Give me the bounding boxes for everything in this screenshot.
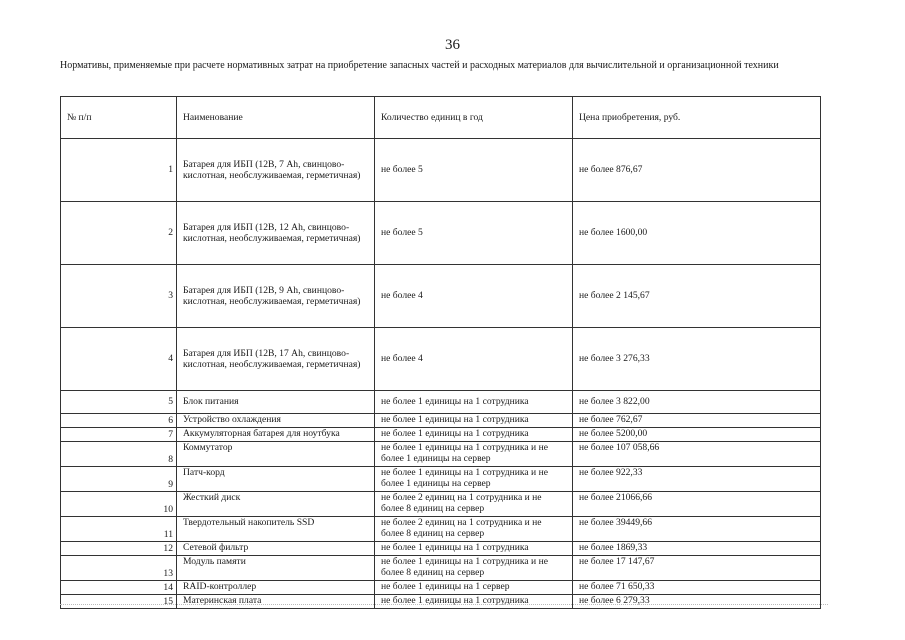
row-quantity: не более 5 bbox=[375, 139, 573, 202]
row-name: RAID-контроллер bbox=[177, 581, 375, 595]
table-row bbox=[61, 428, 821, 442]
table-row bbox=[61, 556, 821, 581]
row-name: Аккумуляторная батарея для ноутбука bbox=[177, 428, 375, 442]
row-number: 12 bbox=[61, 542, 177, 556]
table-row bbox=[61, 542, 821, 556]
page-bottom-rule bbox=[60, 604, 828, 605]
row-price: не более 2 145,67 bbox=[573, 265, 821, 328]
row-quantity: не более 1 единицы на 1 сотрудника и не более 8 единиц на сервер bbox=[375, 556, 573, 581]
row-number: 2 bbox=[61, 202, 177, 265]
row-number: 5 bbox=[61, 391, 177, 414]
row-price: не более 922,33 bbox=[573, 467, 821, 492]
row-name: Устройство охлаждения bbox=[177, 414, 375, 428]
header-name: Наименование bbox=[177, 97, 375, 139]
row-price: не более 21066,66 bbox=[573, 492, 821, 517]
row-price: не более 6 279,33 bbox=[573, 595, 821, 609]
row-price: не более 1869,33 bbox=[573, 542, 821, 556]
row-quantity: не более 1 единицы на 1 сотрудника и не более 1 единицы на сервер bbox=[375, 467, 573, 492]
table-row bbox=[61, 492, 821, 517]
table-row bbox=[61, 202, 821, 265]
header-quantity: Количество единиц в год bbox=[375, 97, 573, 139]
header-number: № п/п bbox=[61, 97, 177, 139]
row-price: не более 876,67 bbox=[573, 139, 821, 202]
table-row bbox=[61, 595, 821, 609]
row-quantity: не более 1 единицы на 1 сотрудника bbox=[375, 414, 573, 428]
row-quantity: не более 5 bbox=[375, 202, 573, 265]
row-number: 3 bbox=[61, 265, 177, 328]
row-number: 10 bbox=[61, 492, 177, 517]
row-name: Коммутатор bbox=[177, 442, 375, 467]
row-quantity: не более 1 единицы на 1 сотрудника и не более 1 единицы на сервер bbox=[375, 442, 573, 467]
row-name: Батарея для ИБП (12В, 9 Ah, свинцово-кислотная, необслуживаемая, герметичная) bbox=[177, 265, 375, 328]
header-price: Цена приобретения, руб. bbox=[573, 97, 821, 139]
row-price: не более 762,67 bbox=[573, 414, 821, 428]
row-number: 13 bbox=[61, 556, 177, 581]
table-row bbox=[61, 328, 821, 391]
norms-table bbox=[60, 96, 821, 609]
row-price: не более 17 147,67 bbox=[573, 556, 821, 581]
document-title: Нормативы, применяемые при расчете нормативных затрат на приобретение запасных частей и расходных материалов для вычислительной и организационной техники bbox=[60, 60, 779, 71]
row-number: 7 bbox=[61, 428, 177, 442]
row-number: 15 bbox=[61, 595, 177, 609]
row-name: Сетевой фильтр bbox=[177, 542, 375, 556]
table-header-row bbox=[61, 97, 821, 139]
row-quantity: не более 1 единицы на 1 сотрудника bbox=[375, 542, 573, 556]
row-quantity: не более 4 bbox=[375, 328, 573, 391]
row-name: Батарея для ИБП (12В, 7 Ah, свинцово-кислотная, необслуживаемая, герметичная) bbox=[177, 139, 375, 202]
row-quantity: не более 2 единиц на 1 сотрудника и не более 8 единиц на сервер bbox=[375, 492, 573, 517]
row-name: Жесткий диск bbox=[177, 492, 375, 517]
row-price: не более 39449,66 bbox=[573, 517, 821, 542]
row-name: Батарея для ИБП (12В, 12 Ah, свинцово-кислотная, необслуживаемая, герметичная) bbox=[177, 202, 375, 265]
row-price: не более 107 058,66 bbox=[573, 442, 821, 467]
row-name: Блок питания bbox=[177, 391, 375, 414]
row-name: Модуль памяти bbox=[177, 556, 375, 581]
row-price: не более 5200,00 bbox=[573, 428, 821, 442]
row-quantity: не более 4 bbox=[375, 265, 573, 328]
row-number: 9 bbox=[61, 467, 177, 492]
row-quantity: не более 2 единиц на 1 сотрудника и не более 8 единиц на сервер bbox=[375, 517, 573, 542]
row-price: не более 3 822,00 bbox=[573, 391, 821, 414]
row-price: не более 1600,00 bbox=[573, 202, 821, 265]
table-row bbox=[61, 517, 821, 542]
row-name: Батарея для ИБП (12В, 17 Ah, свинцово-кислотная, необслуживаемая, герметичная) bbox=[177, 328, 375, 391]
row-number: 14 bbox=[61, 581, 177, 595]
row-number: 11 bbox=[61, 517, 177, 542]
table-row bbox=[61, 265, 821, 328]
row-number: 1 bbox=[61, 139, 177, 202]
row-name: Твердотельный накопитель SSD bbox=[177, 517, 375, 542]
row-price: не более 71 650,33 bbox=[573, 581, 821, 595]
row-number: 6 bbox=[61, 414, 177, 428]
row-price: не более 3 276,33 bbox=[573, 328, 821, 391]
row-quantity: не более 1 единицы на 1 сотрудника bbox=[375, 595, 573, 609]
table-row bbox=[61, 467, 821, 492]
row-quantity: не более 1 единицы на 1 сотрудника bbox=[375, 391, 573, 414]
row-name: Материнская плата bbox=[177, 595, 375, 609]
table-row bbox=[61, 442, 821, 467]
row-number: 4 bbox=[61, 328, 177, 391]
table-row bbox=[61, 391, 821, 414]
table-row bbox=[61, 139, 821, 202]
row-name: Патч-корд bbox=[177, 467, 375, 492]
table-row bbox=[61, 414, 821, 428]
row-quantity: не более 1 единицы на 1 сервер bbox=[375, 581, 573, 595]
page-number: 36 bbox=[445, 37, 460, 53]
table-row bbox=[61, 581, 821, 595]
row-quantity: не более 1 единицы на 1 сотрудника bbox=[375, 428, 573, 442]
row-number: 8 bbox=[61, 442, 177, 467]
